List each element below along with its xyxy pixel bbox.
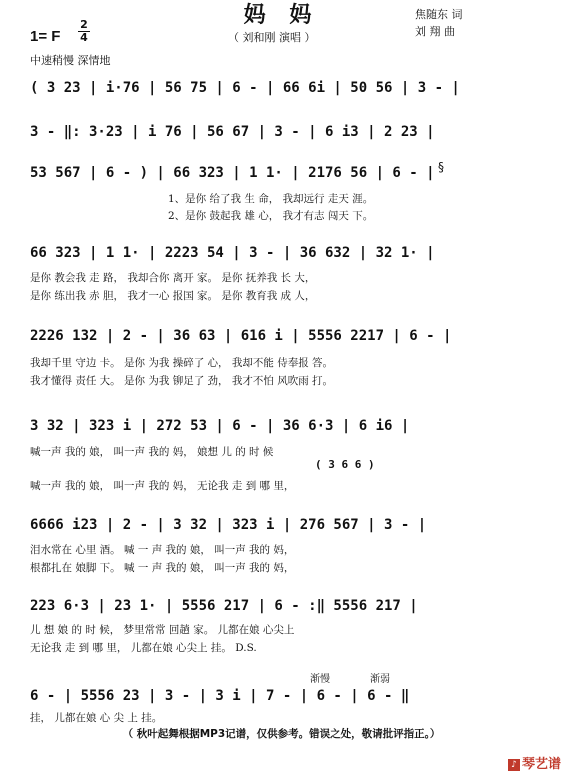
lyric-line-5a: 我却千里 守边 卡。 是你 为我 操碎了 心， 我却不能 侍奉报 答。 <box>30 357 334 369</box>
notation-line-1: ( 3 23 | i·76 | 56 75 | 6 - | 66 6i | 50 56 | 3 - | <box>30 80 460 96</box>
lyric-line-7b: 根都扎在 娘脚 下。 喊 一 声 我的 娘， 叫一声 我的 妈， <box>30 562 295 574</box>
singer-credit: （ 刘和刚 演唱 ） <box>228 31 316 44</box>
time-bottom: 4 <box>80 31 88 44</box>
notation-line-6: 3 32 | 323 i | 272 53 | 6 - | 36 6·3 | 6 i6 | <box>30 418 410 434</box>
time-top: 2 <box>80 18 88 31</box>
site-logo <box>508 753 561 772</box>
notation-line-3: 53 567 | 6 - ) | 66 323 | 1 1· | 2176 56 | 6 - | <box>30 165 435 181</box>
lyric-line-5b: 我才懂得 责任 大。 是你 为我 铆足了 劲， 我才不怕 风吹雨 打。 <box>30 375 334 387</box>
segno-mark: § <box>438 160 444 174</box>
lyric-line-9a: 挂， 儿都在娘 心 尖 上 挂。 <box>30 712 163 724</box>
lyric-line-4a: 是你 教会我 走 路， 我却合你 离开 家。 是你 抚养我 长 大， <box>30 272 316 284</box>
alternate-notes: ( 3 6 6 ) <box>315 458 375 471</box>
logo-icon: ♪ <box>508 759 520 771</box>
notation-line-9: 6 - | 5556 23 | 3 - | 3 i | 7 - | 6 - | 6 - ‖ <box>30 688 410 704</box>
lyric-line-4b: 是你 练出我 赤 胆， 我才一心 报国 家。 是你 教育我 成 人， <box>30 290 316 302</box>
lyric-line-8b: 无论我 走 到 哪 里， 儿都在娘 心尖上 挂。 D.S. <box>30 642 257 654</box>
lyricist: 焦随东 词 <box>415 8 463 21</box>
composer: 刘 翔 曲 <box>415 25 455 38</box>
lyric-line-3a: 1、是你 给了我 生 命， 我却远行 走天 涯。 <box>168 193 374 205</box>
tempo-marking: 中速稍慢 深情地 <box>30 54 111 67</box>
notation-line-5: 2226 132 | 2 - | 36 63 | 616 i | 5556 2217 | 6 - | <box>30 328 452 344</box>
lyric-line-7a: 泪水常在 心里 酒。 喊 一 声 我的 娘， 叫一声 我的 妈， <box>30 544 295 556</box>
key-signature: 1= F <box>30 28 61 45</box>
logo-text: 琴艺谱 <box>521 757 561 772</box>
notation-line-2: 3 - ‖: 3·23 | i 76 | 56 67 | 3 - | 6 i3 | 2 23 | <box>30 124 435 140</box>
notation-line-7: 6666 i23 | 2 - | 3 32 | 323 i | 276 567 | 3 - | <box>30 517 427 533</box>
lyric-line-8a: 儿 想 娘 的 时 候， 梦里常常 回趟 家。 儿都在娘 心尖上 <box>30 624 295 636</box>
mark-softer: 渐弱 <box>370 674 390 685</box>
notation-line-4: 66 323 | 1 1· | 2223 54 | 3 - | 36 632 | 32 1· | <box>30 245 435 261</box>
lyric-line-6b: 喊一声 我的 娘， 叫一声 我的 妈， 无论我 走 到 哪 里， <box>30 480 295 492</box>
credits <box>415 6 463 40</box>
lyric-line-6a: 喊一声 我的 娘， 叫一声 我的 妈， 娘想 儿 的 时 候 <box>30 446 274 458</box>
notation-line-8: 223 6·3 | 23 1· | 5556 217 | 6 - :‖ 5556 217 | <box>30 598 418 614</box>
song-title: 妈 妈 <box>243 2 320 28</box>
mark-slower: 渐慢 <box>310 674 330 685</box>
transcription-note: （ 秋叶起舞根据MP3记谱，仅供参考。错误之处，敬请批评指正。） <box>122 728 441 740</box>
lyric-line-3b: 2、是你 鼓起我 雄 心， 我才有志 闯天 下。 <box>168 210 374 222</box>
time-signature <box>78 20 90 43</box>
